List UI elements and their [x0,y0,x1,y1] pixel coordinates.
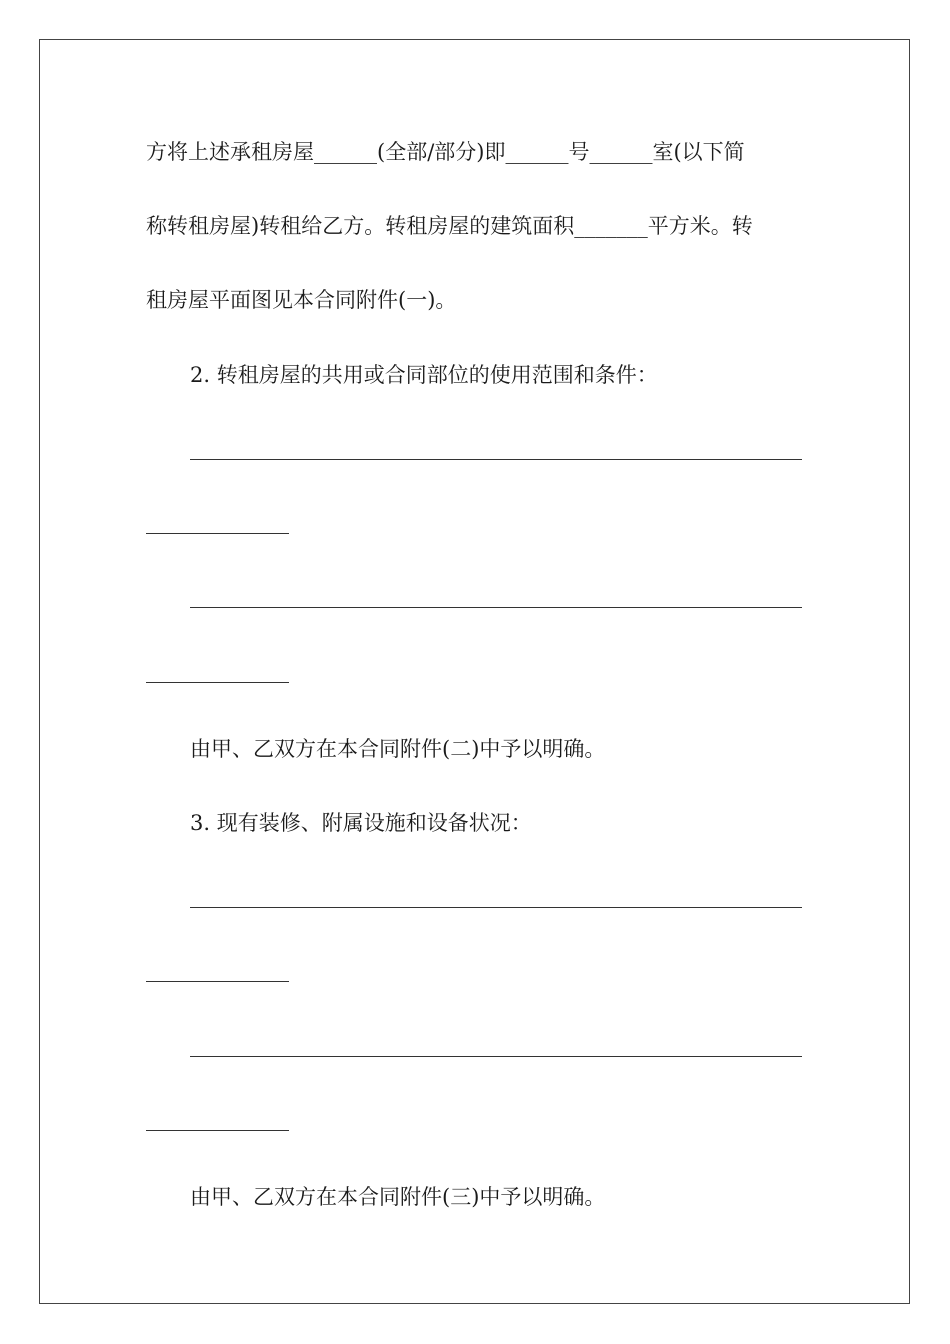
fill-in-line [190,907,802,908]
item-2-heading: 2. 转租房屋的共用或合同部位的使用范围和条件： [190,363,658,387]
paragraph-line-2: 称转租房屋)转租给乙方。转租房屋的建筑面积_______平方米。转 [146,214,753,238]
fill-in-line [146,533,289,534]
fill-in-line [146,981,289,982]
item-3-conclusion: 由甲、乙双方在本合同附件(三)中予以明确。 [190,1185,606,1209]
fill-in-line [190,459,802,460]
paragraph-line-3: 租房屋平面图见本合同附件(一)。 [146,288,457,312]
item-2-conclusion: 由甲、乙双方在本合同附件(二)中予以明确。 [190,737,606,761]
paragraph-line-1: 方将上述承租房屋______(全部/部分)即______号______室(以下简 [146,140,745,164]
item-3-heading: 3. 现有装修、附属设施和设备状况： [190,811,532,835]
fill-in-line [190,607,802,608]
fill-in-line [190,1056,802,1057]
fill-in-line [146,1130,289,1131]
fill-in-line [146,682,289,683]
